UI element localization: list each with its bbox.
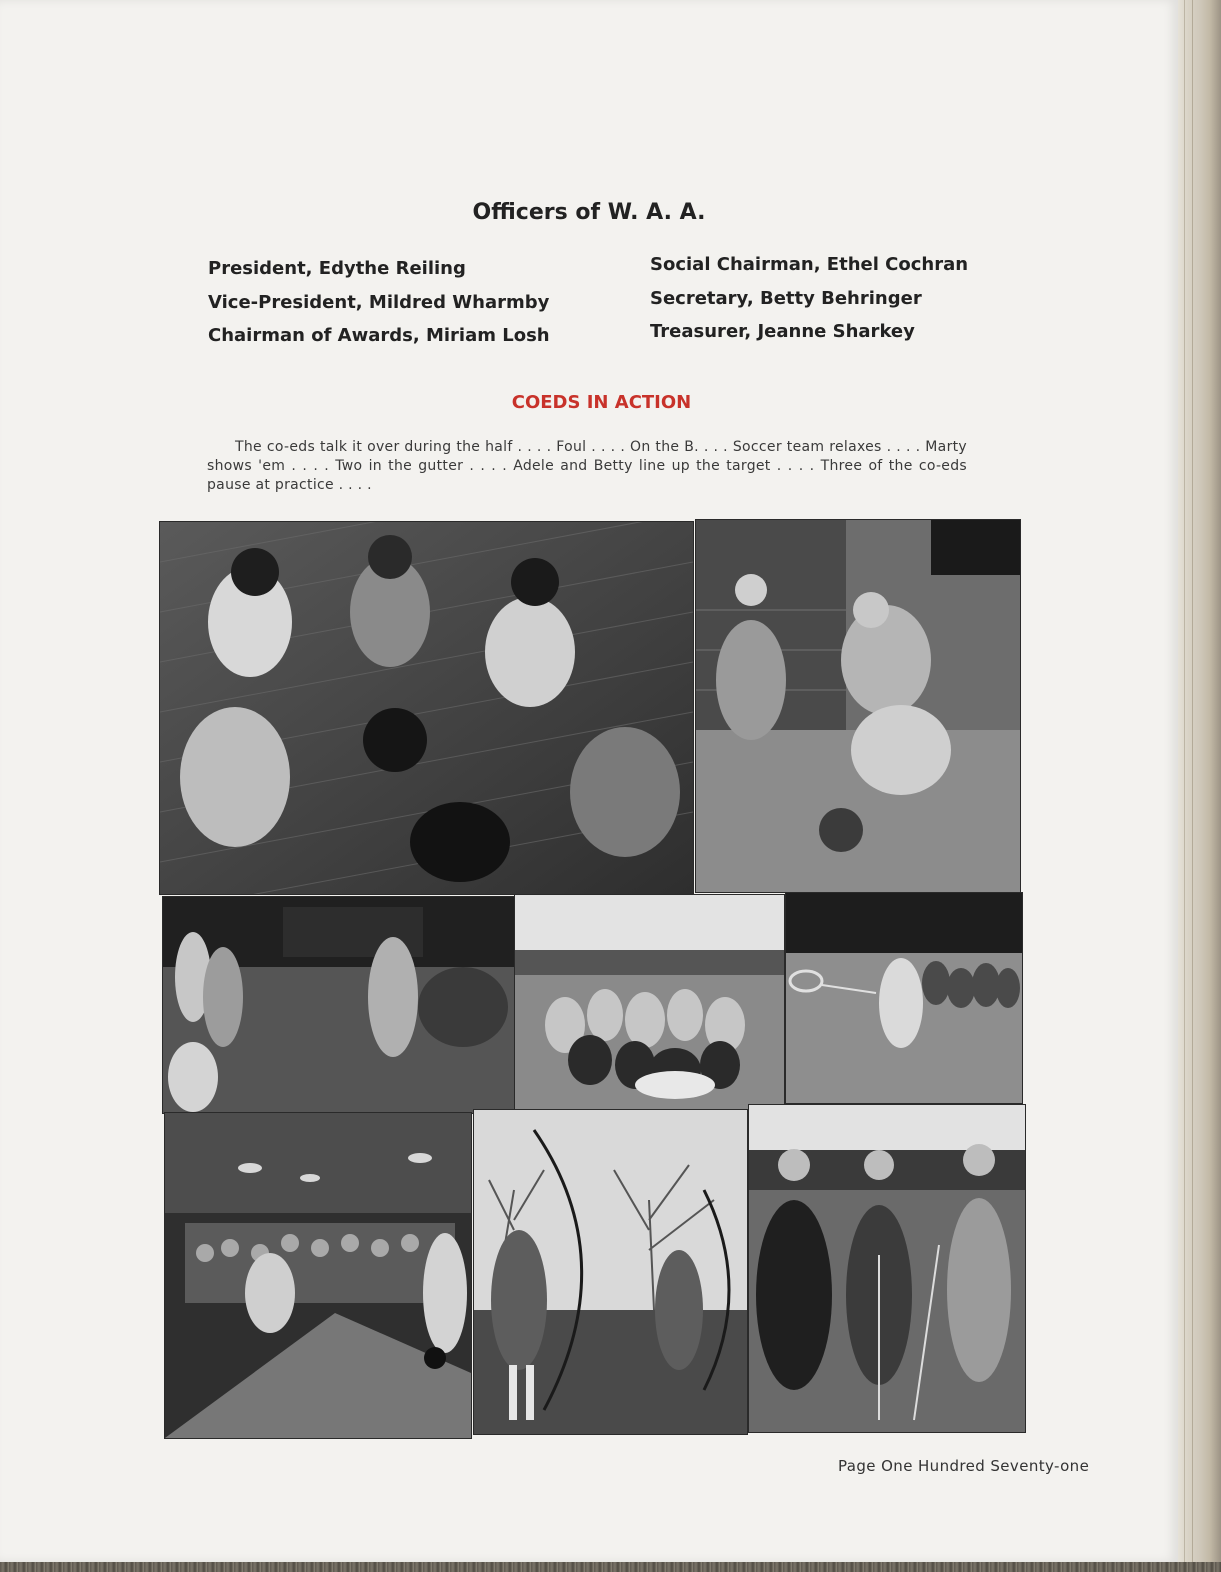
photo-foul [696, 520, 1020, 892]
officer-vice-president: Vice-President, Mildred Wharmby [208, 291, 550, 313]
officers-list-right [650, 248, 968, 349]
photo-tennis [786, 893, 1022, 1103]
photo-archery [474, 1110, 747, 1434]
officer-president: President, Edythe Reiling [208, 258, 466, 279]
page-edge [1178, 0, 1221, 1572]
photo-practice [749, 1105, 1025, 1432]
officer-awards-chairman: Chairman of Awards, Miriam Losh [208, 325, 550, 346]
officer-treasurer: Treasurer, Jeanne Sharkey [650, 321, 915, 342]
scan-border [0, 1562, 1221, 1572]
officers-list-left [208, 252, 550, 353]
photo-on-the-b [163, 897, 515, 1113]
photo-caption: The co-eds talk it over during the half . . . . Foul . . . . On the B. . . . Soccer team relaxes . . . . Marty shows 'em . . . . Two in the gutter . . . . Adele and Betty line up the target . . . . Three of the co-eds pause at practice . . . . [207, 439, 967, 493]
photo-soccer-team [515, 895, 784, 1109]
officers-heading: Officers of W. A. A. [472, 200, 706, 225]
officer-secretary: Secretary, Betty Behringer [650, 287, 922, 309]
officer-social-chairman: Social Chairman, Ethel Cochran [650, 254, 969, 275]
section-title: COEDS IN ACTION [511, 392, 692, 413]
photo-team-circle [160, 522, 693, 894]
page-number: Page One Hundred Seventy-one [838, 1457, 1090, 1475]
photo-bowling [165, 1113, 471, 1438]
